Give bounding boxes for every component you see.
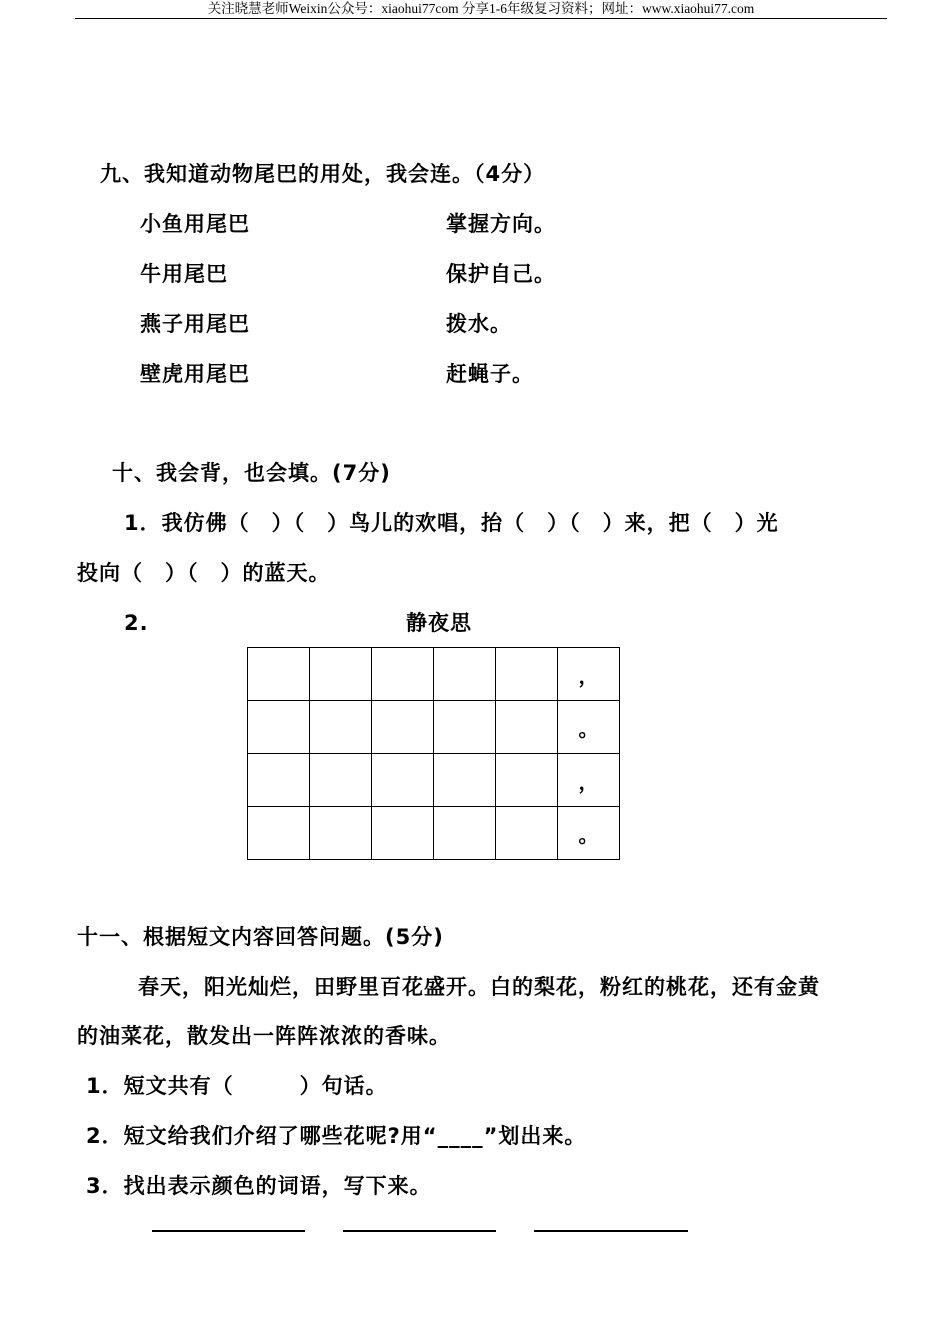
q10-title: 十、我会背，也会填。(7分) [112, 461, 391, 485]
grid-cell[interactable] [372, 648, 434, 701]
grid-punct-cell: ， [558, 754, 620, 807]
q9-right-item: 保护自己。 [446, 262, 556, 286]
q9-left-item: 壁虎用尾巴 [140, 362, 250, 386]
q11-sub3: 3．找出表示颜色的词语，写下来。 [86, 1174, 432, 1198]
grid-cell[interactable] [496, 648, 558, 701]
answer-line[interactable] [343, 1230, 496, 1232]
q9-right-item: 赶蝇子。 [446, 362, 534, 386]
grid-cell[interactable] [372, 754, 434, 807]
grid-cell[interactable] [434, 807, 496, 860]
page-header: 关注晓慧老师Weixin公众号：xiaohui77com 分享1-6年级复习资料；网址：www.xiaohui77.com [75, 0, 887, 19]
q9-title: 九、我知道动物尾巴的用处，我会连。（4分） [100, 162, 546, 186]
q9-left-item: 牛用尾巴 [140, 262, 228, 286]
q10-item1-line2: 投向（ ）（ ）的蓝天。 [77, 561, 331, 585]
answer-line[interactable] [152, 1230, 305, 1232]
answer-line[interactable] [534, 1230, 688, 1232]
q11-title: 十一、根据短文内容回答问题。(5分) [77, 925, 444, 949]
grid-punct-cell: 。 [558, 807, 620, 860]
grid-cell[interactable] [496, 701, 558, 754]
grid-cell[interactable] [434, 754, 496, 807]
poem-writing-grid [247, 647, 620, 860]
q11-sub2: 2．短文给我们介绍了哪些花呢?用“____”划出来。 [86, 1124, 587, 1148]
grid-cell[interactable] [372, 807, 434, 860]
grid-cell[interactable] [310, 701, 372, 754]
grid-cell[interactable] [310, 754, 372, 807]
q11-sub1: 1．短文共有（ ）句话。 [86, 1074, 388, 1098]
grid-cell[interactable] [248, 648, 310, 701]
grid-cell[interactable] [310, 807, 372, 860]
q9-left-item: 小鱼用尾巴 [140, 212, 250, 236]
grid-cell[interactable] [248, 807, 310, 860]
grid-cell[interactable] [434, 701, 496, 754]
q10-item1-line1: 1．我仿佛（ ）（ ）鸟儿的欢唱，抬（ ）（ ）来，把（ ）光 [124, 511, 779, 535]
passage-line-1: 春天，阳光灿烂，田野里百花盛开。白的梨花，粉红的桃花，还有金黄 [138, 975, 820, 999]
grid-cell[interactable] [248, 754, 310, 807]
grid-row [248, 807, 620, 860]
q10-item2-number: 2. [124, 611, 149, 635]
grid-punct-cell: ， [558, 648, 620, 701]
grid-row [248, 648, 620, 701]
poem-title: 静夜思 [406, 611, 472, 635]
grid-row [248, 754, 620, 807]
grid-punct-cell: 。 [558, 701, 620, 754]
grid-cell[interactable] [496, 754, 558, 807]
q9-left-item: 燕子用尾巴 [140, 312, 250, 336]
passage-line-2: 的油菜花，散发出一阵阵浓浓的香味。 [77, 1024, 451, 1048]
grid-cell[interactable] [434, 648, 496, 701]
grid-cell[interactable] [372, 701, 434, 754]
grid-cell[interactable] [310, 648, 372, 701]
grid-cell[interactable] [248, 701, 310, 754]
grid-cell[interactable] [496, 807, 558, 860]
grid-row [248, 701, 620, 754]
q9-right-item: 掌握方向。 [446, 212, 556, 236]
q9-right-item: 拨水。 [446, 312, 512, 336]
